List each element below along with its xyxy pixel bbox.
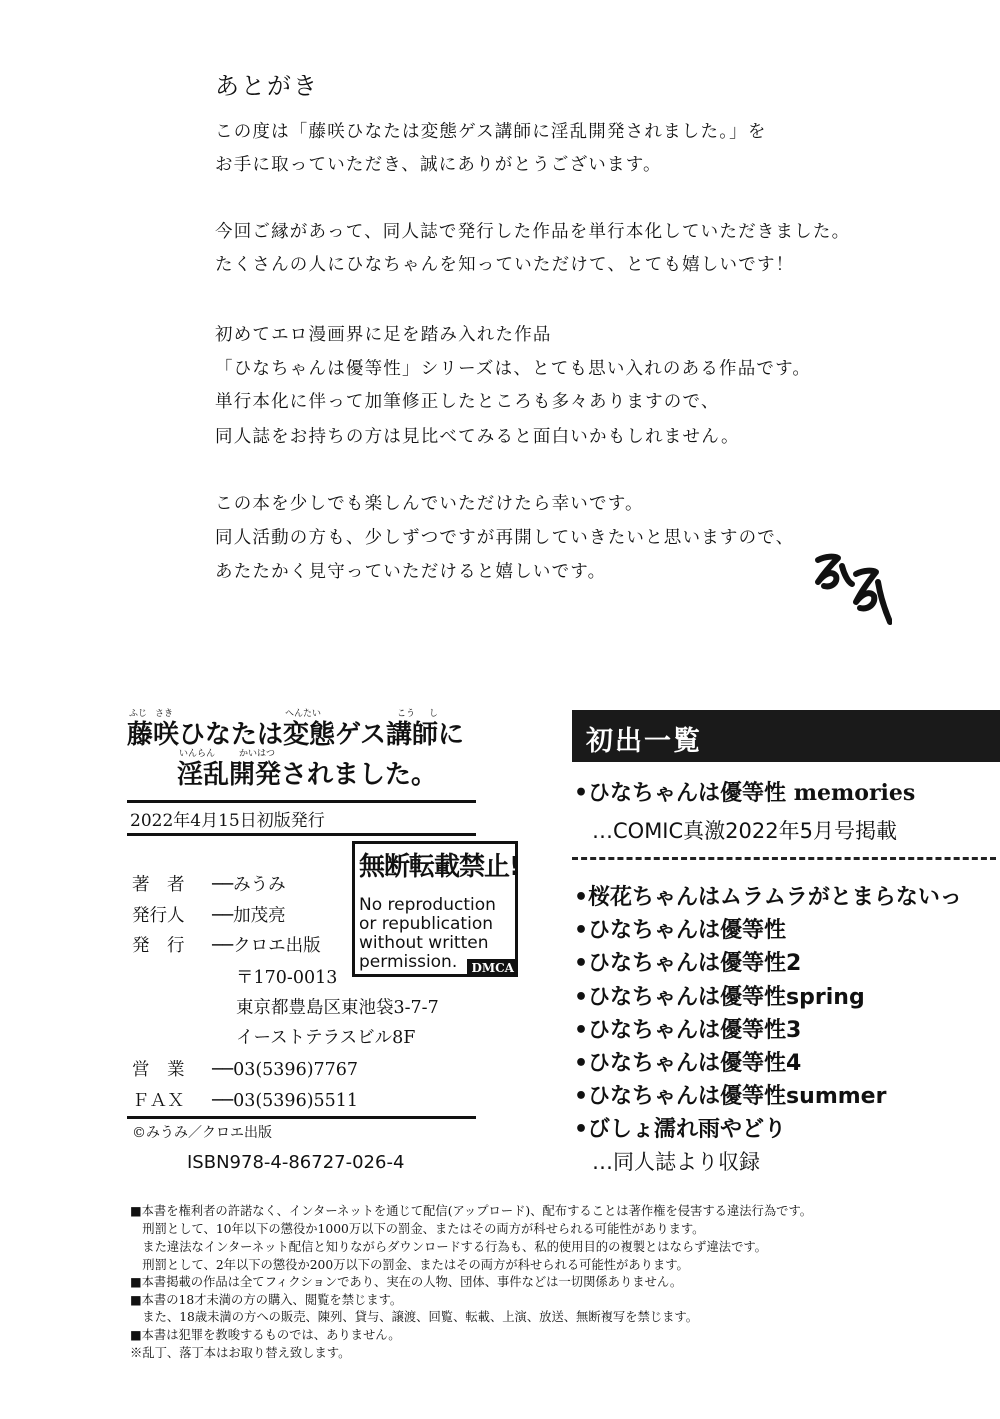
credit-publisher-person [132,902,286,927]
isbn: ISBN978-4-86727-026-4 [187,1152,405,1173]
ruby-text: へんたい [285,709,322,719]
list-item: •ひなちゃんは優等性spring [574,985,865,1010]
legal-note: ※乱丁、落丁本はお取り替え致します。 [130,1346,351,1360]
afterword-line: あたたかく見守っていただけると嬉しいです。 [215,562,607,582]
afterword-line: 今回ご縁があって、同人誌で発行した作品を単行本化していただきました。 [215,222,851,242]
copyright: ©みうみ／クロエ出版 [132,1125,272,1141]
list-item: •ひなちゃんは優等性4 [574,1051,802,1076]
address-building: イーストテラスビル8F [236,1028,416,1048]
edition-rule [127,833,476,836]
ruby-text: さき [155,709,174,719]
afterword-line: たくさんの人にひなちゃんを知っていただけて、とても嬉しいです！ [215,255,795,275]
title-line-1: 藤咲ひなたは変態ゲス講師に [127,720,464,750]
afterword-title: あとがき [215,72,319,100]
list-item: •ひなちゃんは優等性 [574,918,787,943]
no-reproduction-heading: 無断転載禁止! [359,852,520,882]
legal-note: ■本書掲載の作品は全てフィクションであり、実在の人物、団体、事件などは一切関係ありません。 [130,1275,683,1289]
list-item: •ひなちゃんは優等性 memories [574,780,916,806]
dmca-badge: DMCA [467,959,518,977]
afterword-line: お手に取っていただき、誠にありがとうございます。 [215,155,662,175]
no-reproduction-notice [352,841,518,977]
no-reproduction-line: without written [359,933,489,953]
contact-label: 営 業 [132,1060,185,1080]
credit-label: 発 行 [132,936,185,956]
colophon-bottom-rule [127,1116,476,1119]
ruby-text: こう [397,709,416,719]
legal-note: ■本書を権利者の許諾なく、インターネットを通じて配信(アップロード)、配布することは著作権を侵害する違法行為です。 [130,1204,813,1218]
address-street: 東京都豊島区東池袋3-7-7 [236,998,439,1018]
list-item: •桜花ちゃんはムラムラがとまらないっ [574,885,962,910]
afterword-line: この本を少しでも楽しんでいただけたら幸いです。 [215,494,644,514]
title-ruby-row [127,706,477,720]
title-ruby-row [127,746,477,760]
credit-publisher [132,932,321,957]
credit-value: ──加茂亮 [212,906,286,926]
afterword-line: この度は「藤咲ひなたは変態ゲス講師に淫乱開発されました。」を [215,122,767,142]
legal-note: ■本書の18才未満の方の購入、閲覧を禁じます。 [130,1293,403,1307]
first-appearances-header [572,710,1000,762]
ruby-text: ふじ [129,709,148,719]
contact-value: ──03(5396)5511 [212,1091,359,1111]
list-item-source: …同人誌より収録 [592,1150,760,1174]
legal-note: 刑罰として、10年以下の懲役か1000万以下の罰金、またはその両方が科せられる可能性があります。 [130,1222,705,1236]
legal-note: また、18歳未満の方への販売、陳列、貸与、譲渡、回覧、転載、上演、放送、無断複写を禁じます。 [130,1310,699,1324]
no-reproduction-line: or republication [359,914,493,934]
afterword-line: 単行本化に伴って加筆修正したところも多々ありますので、 [215,392,720,412]
list-item: •ひなちゃんは優等性3 [574,1018,802,1043]
afterword-line: 「ひなちゃんは優等性」シリーズは、とても思い入れのある作品です。 [215,359,812,379]
afterword-line: 同人活動の方も、少しずつですが再開していきたいと思いますので、 [215,528,795,548]
credit-value: ──クロエ出版 [212,936,321,956]
book-title [127,706,477,790]
first-appearances-header-text: 初出一覧 [586,726,702,757]
ruby-text: いんらん [179,749,216,759]
legal-note: ■本書は犯罪を教唆するものでは、ありません。 [130,1328,401,1342]
address-postal: 〒170-0013 [236,968,338,988]
afterword-line: 同人誌をお持ちの方は見比べてみると面白いかもしれません。 [215,427,740,447]
list-item: •ひなちゃんは優等性summer [574,1084,887,1109]
ruby-text: かいはつ [239,749,276,759]
contact-sales [132,1056,358,1081]
credit-author [132,871,286,896]
list-item: •ひなちゃんは優等性2 [574,951,802,976]
no-reproduction-line: permission. [359,952,458,972]
credit-value: ──みうみ [212,875,286,895]
afterword-line: 初めてエロ漫画界に足を踏み入れた作品 [215,325,552,345]
dashed-divider [572,857,996,860]
list-item: •びしょ濡れ雨やどり [574,1117,787,1142]
author-signature [812,548,892,630]
credit-label: 著 者 [132,875,185,895]
credit-label: 発行人 [132,906,185,926]
contact-fax [132,1087,358,1112]
legal-note: 刑罰として、2年以下の懲役か200万以下の罰金、またはその両方が科せられる可能性があります。 [130,1258,689,1272]
no-reproduction-line: No reproduction [359,895,496,915]
ruby-text: し [429,709,439,719]
title-rule [127,800,476,803]
contact-label: ＦＡＸ [132,1091,185,1111]
edition-date: 2022年4月15日初版発行 [130,811,325,831]
list-item-source: …COMIC真激2022年5月号掲載 [592,819,897,843]
contact-value: ──03(5396)7767 [212,1060,359,1080]
legal-note: また違法なインターネット配信と知りながらダウンロードする行為も、私的使用目的の複製とはならず違法です。 [130,1240,767,1254]
title-line-2: 淫乱開発されました。 [177,760,438,790]
